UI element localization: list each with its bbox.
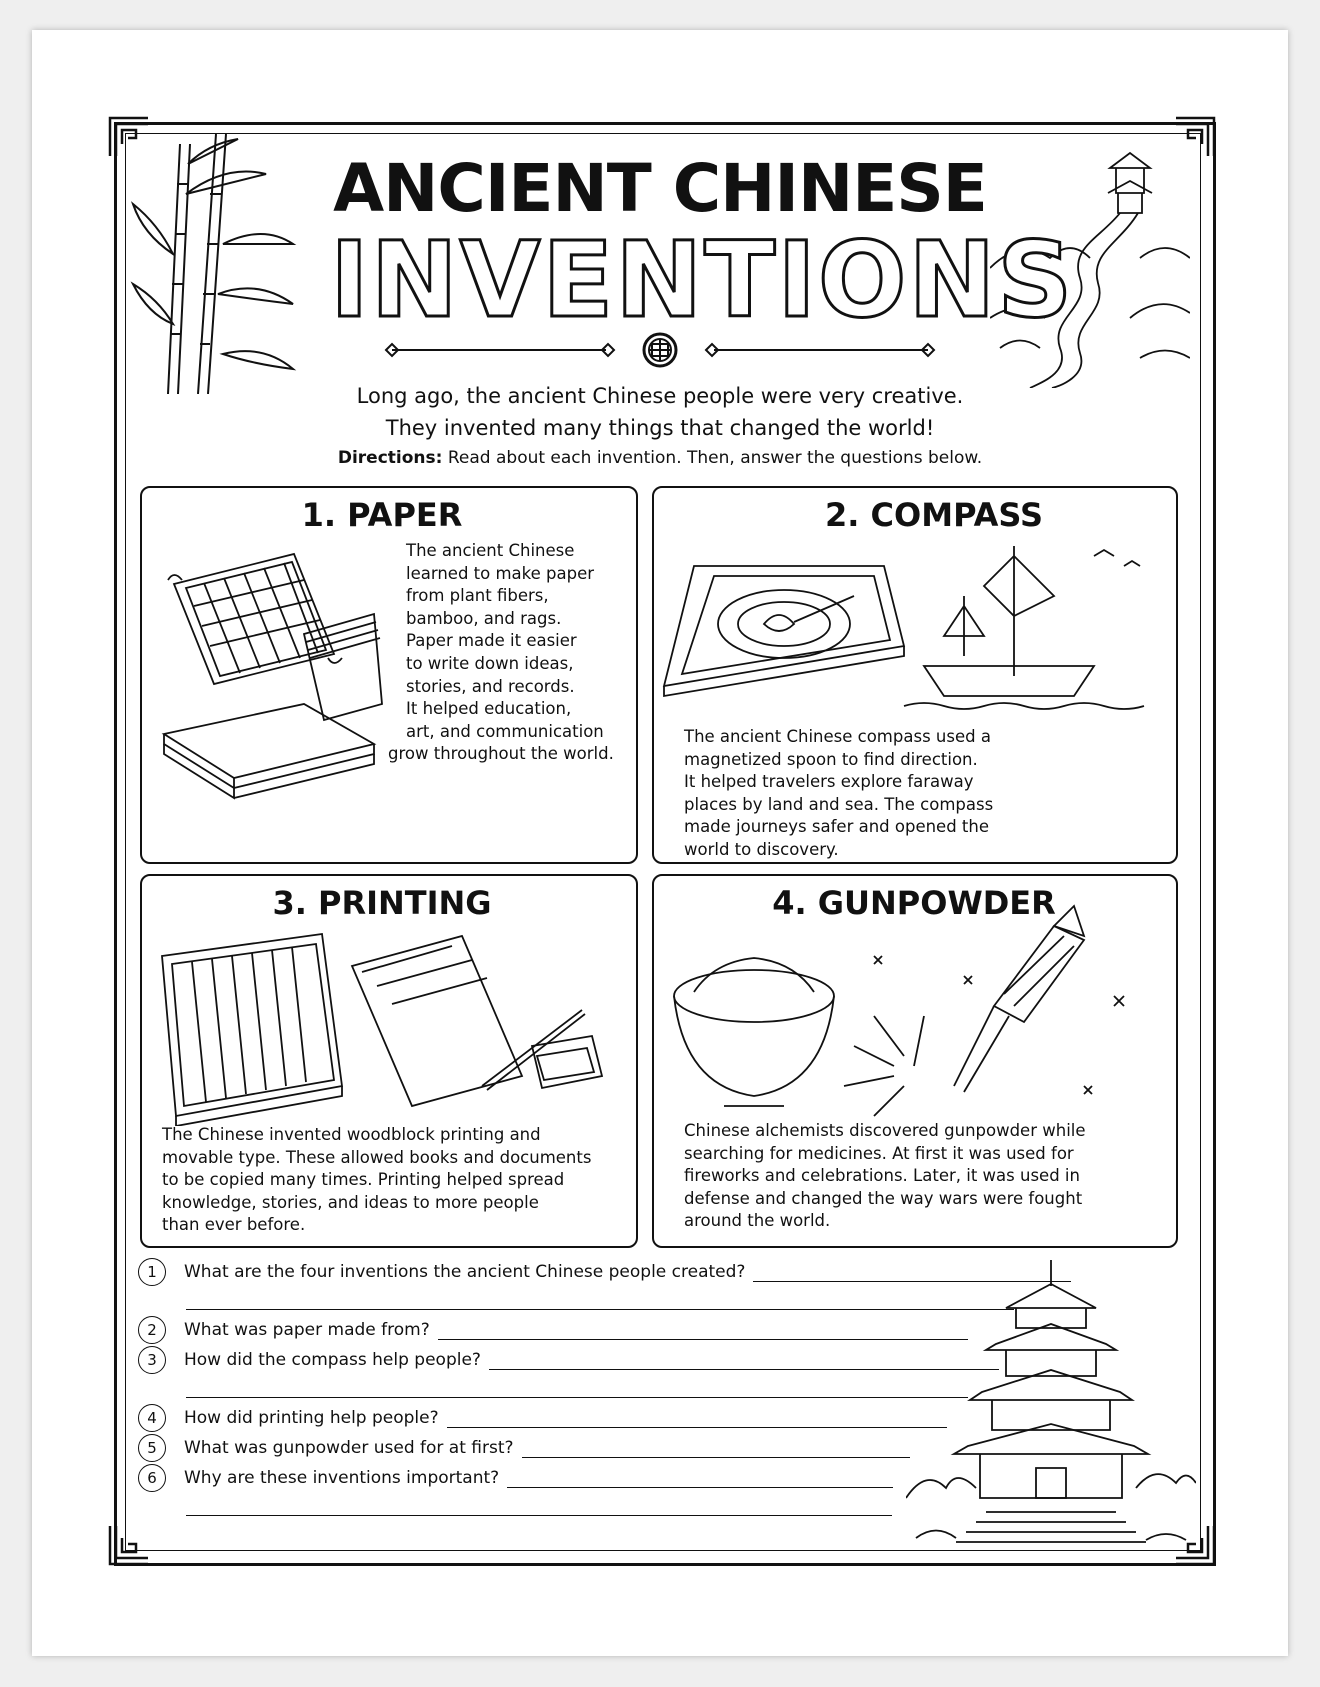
question-number: 3	[138, 1346, 166, 1374]
title-divider-ornament-icon	[384, 332, 936, 368]
corner-ornament-icon	[106, 1522, 152, 1568]
text-line: The Chinese invented woodblock printing and	[162, 1125, 541, 1144]
question-number: 4	[138, 1404, 166, 1432]
question-text: Why are these inventions important?	[184, 1468, 500, 1488]
text-line: Paper made it easier	[406, 631, 577, 651]
question-number: 5	[138, 1434, 166, 1462]
question-text: What are the four inventions the ancient Chinese people created?	[184, 1262, 746, 1282]
question-5	[138, 1434, 910, 1462]
page-title-line2: INVENTIONS	[330, 219, 1075, 341]
text-line: to be copied many times. Printing helped spread	[162, 1170, 565, 1190]
answer-line[interactable]	[186, 1396, 968, 1398]
invention-card-paper	[140, 486, 638, 864]
card-description	[388, 540, 632, 766]
intro-line-2: They invented many things that changed the world!	[385, 416, 935, 440]
paper-illustration-icon	[154, 544, 384, 804]
question-text: How did the compass help people?	[184, 1350, 481, 1370]
text-line: stories, and records.	[406, 676, 575, 696]
answer-line[interactable]	[186, 1308, 1014, 1310]
card-title: 4. GUNPOWDER	[772, 884, 1056, 922]
card-description	[684, 726, 1164, 862]
answer-line[interactable]	[447, 1409, 947, 1428]
question-number: 2	[138, 1316, 166, 1344]
question-text: What was paper made from?	[184, 1320, 430, 1340]
intro-text	[300, 380, 1020, 444]
invention-card-printing	[140, 874, 638, 1248]
page-title-line1: ANCIENT CHINESE	[333, 150, 987, 227]
card-description	[684, 1120, 1170, 1233]
text-line: defense and changed the way wars were fought	[684, 1188, 1083, 1208]
answer-line[interactable]	[507, 1469, 893, 1488]
text-line: searching for medicines. At first it was used for	[684, 1143, 1074, 1163]
compass-and-ship-illustration-icon	[654, 536, 1174, 716]
answer-line[interactable]	[438, 1321, 968, 1340]
card-title: 1. PAPER	[301, 496, 463, 534]
card-description	[162, 1124, 632, 1237]
invention-card-gunpowder	[652, 874, 1178, 1248]
text-line: Chinese alchemists discovered gunpowder while	[684, 1121, 1086, 1140]
text-line: around the world.	[684, 1211, 831, 1231]
text-line: places by land and sea. The compass	[684, 794, 994, 814]
card-title: 2. COMPASS	[824, 496, 1044, 534]
text-line: movable type. These allowed books and documents	[162, 1147, 592, 1167]
text-line: It helped education,	[406, 699, 572, 719]
text-line: world to discovery.	[684, 839, 839, 859]
text-line: from plant fibers,	[406, 586, 549, 606]
bamboo-illustration-icon	[128, 134, 308, 394]
text-line: knowledge, stories, and ideas to more people	[162, 1192, 539, 1212]
text-line: It helped travelers explore faraway	[684, 772, 974, 792]
answer-line[interactable]	[186, 1514, 892, 1516]
text-line: The ancient Chinese compass used a	[684, 727, 991, 746]
invention-card-compass	[652, 486, 1178, 864]
question-number: 1	[138, 1258, 166, 1286]
text-line: learned to make paper	[406, 563, 595, 583]
text-line: bamboo, and rags.	[406, 608, 562, 628]
gunpowder-illustration-icon	[664, 896, 1164, 1126]
text-line: to write down ideas,	[406, 653, 574, 673]
question-4	[138, 1404, 947, 1432]
question-3	[138, 1346, 999, 1374]
intro-line-1: Long ago, the ancient Chinese people were very creative.	[356, 384, 964, 408]
text-line: The ancient Chinese	[406, 541, 575, 560]
question-2	[138, 1316, 968, 1344]
question-number: 6	[138, 1464, 166, 1492]
text-line: fireworks and celebrations. Later, it was used in	[684, 1166, 1080, 1186]
text-line: art, and communication	[406, 721, 604, 741]
directions-label: Directions:	[337, 448, 443, 468]
pagoda-illustration-icon	[906, 1258, 1196, 1548]
question-text: What was gunpowder used for at first?	[184, 1438, 514, 1458]
answer-line[interactable]	[522, 1439, 910, 1458]
text-line: magnetized spoon to find direction.	[684, 749, 978, 769]
text-line: than ever before.	[162, 1215, 306, 1235]
woodblock-printing-illustration-icon	[152, 926, 622, 1126]
question-6	[138, 1464, 893, 1492]
card-title: 3. PRINTING	[272, 884, 492, 922]
question-text: How did printing help people?	[184, 1408, 439, 1428]
text-line: made journeys safer and opened the	[684, 817, 990, 837]
directions-text	[250, 448, 1070, 468]
text-line: grow throughout the world.	[388, 744, 614, 764]
directions-body: Read about each invention. Then, answer the questions below.	[447, 448, 983, 468]
